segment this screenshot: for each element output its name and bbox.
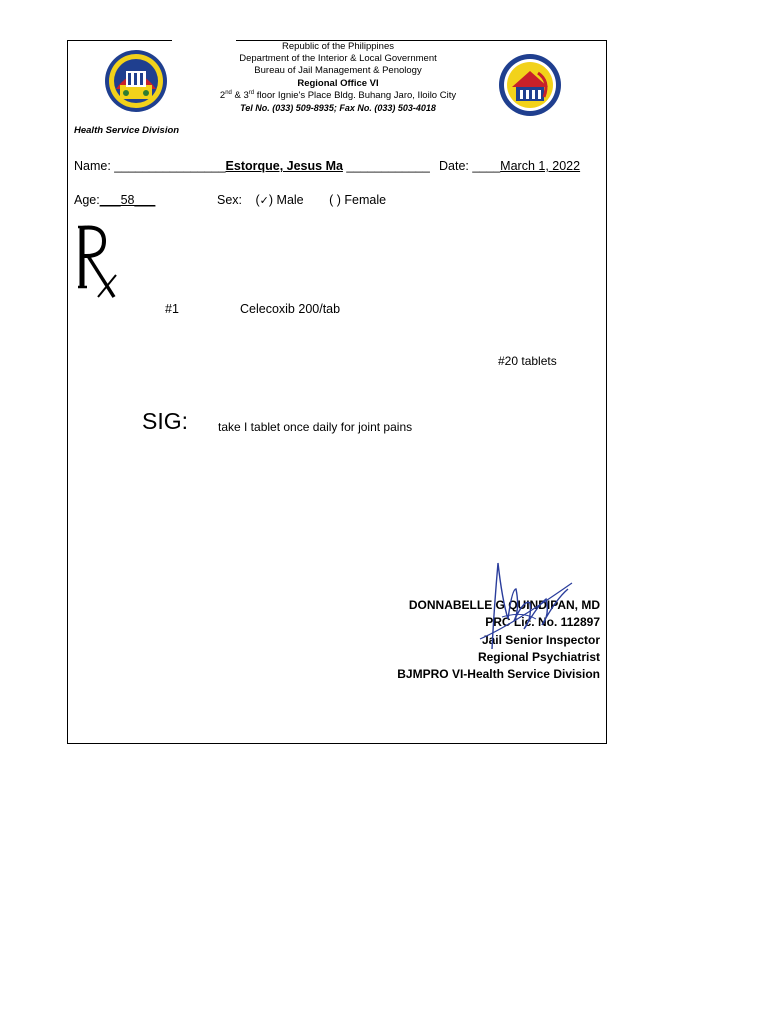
female-option: ( ) Female xyxy=(329,193,387,207)
letterhead-department: Department of the Interior & Local Government xyxy=(239,53,437,65)
letterhead xyxy=(198,41,478,114)
name-trail-line: ____________ xyxy=(342,159,430,173)
rx-drug: Celecoxib 200/tab xyxy=(240,302,341,316)
sig-instructions: take I tablet once daily for joint pains xyxy=(218,420,413,434)
signatory-office: BJMPRO VI-Health Service Division xyxy=(397,667,600,682)
check-icon: ✓ xyxy=(259,195,269,207)
age-label: Age: xyxy=(74,193,100,207)
letterhead-address: 2nd & 3rd floor Ignie's Place Bldg. Buhang Jaro, Iloilo City xyxy=(219,89,457,101)
date-label: Date: xyxy=(439,159,473,173)
rx-quantity: #20 tablets xyxy=(498,354,557,368)
patient-age: ___58___ xyxy=(99,193,156,207)
division-title: Health Service Division xyxy=(74,125,180,136)
date-lead-line: ____ xyxy=(472,159,501,173)
letterhead-office: Regional Office VI xyxy=(297,77,379,89)
prescription-date: March 1, 2022 xyxy=(500,159,581,173)
name-label: Name: xyxy=(74,159,115,173)
letterhead-bureau: Bureau of Jail Management & Penology xyxy=(254,65,422,77)
regional-office-seal-right-icon xyxy=(498,53,562,117)
age-row xyxy=(74,193,155,207)
signatory-name: DONNABELLE G QUINDIPAN, MD xyxy=(408,598,600,612)
patient-name: Estorque, Jesus Ma xyxy=(225,159,343,173)
letterhead-phone: Tel No. (033) 509-8935; Fax No. (033) 503-4018 xyxy=(240,103,436,114)
rx-item-number: #1 xyxy=(165,302,179,316)
male-option: (✓) Male xyxy=(255,193,304,207)
bjmp-seal-left-icon xyxy=(104,49,168,113)
date-row xyxy=(439,159,580,173)
name-row xyxy=(74,159,430,173)
sex-label: Sex: xyxy=(217,193,243,207)
sig-label: SIG: xyxy=(142,408,189,434)
sex-row xyxy=(217,193,386,207)
signatory-position: Regional Psychiatrist xyxy=(477,649,600,664)
name-lead-line: ________________ xyxy=(114,159,226,173)
rx-symbol-icon xyxy=(76,223,118,301)
signatory-license: PRC Lic. No. 112897 xyxy=(485,615,600,630)
signatory-rank: Jail Senior Inspector xyxy=(481,632,600,647)
prescription-form xyxy=(67,40,607,744)
signatory-block xyxy=(397,597,600,683)
letterhead-country: Republic of the Philippines xyxy=(282,41,394,52)
